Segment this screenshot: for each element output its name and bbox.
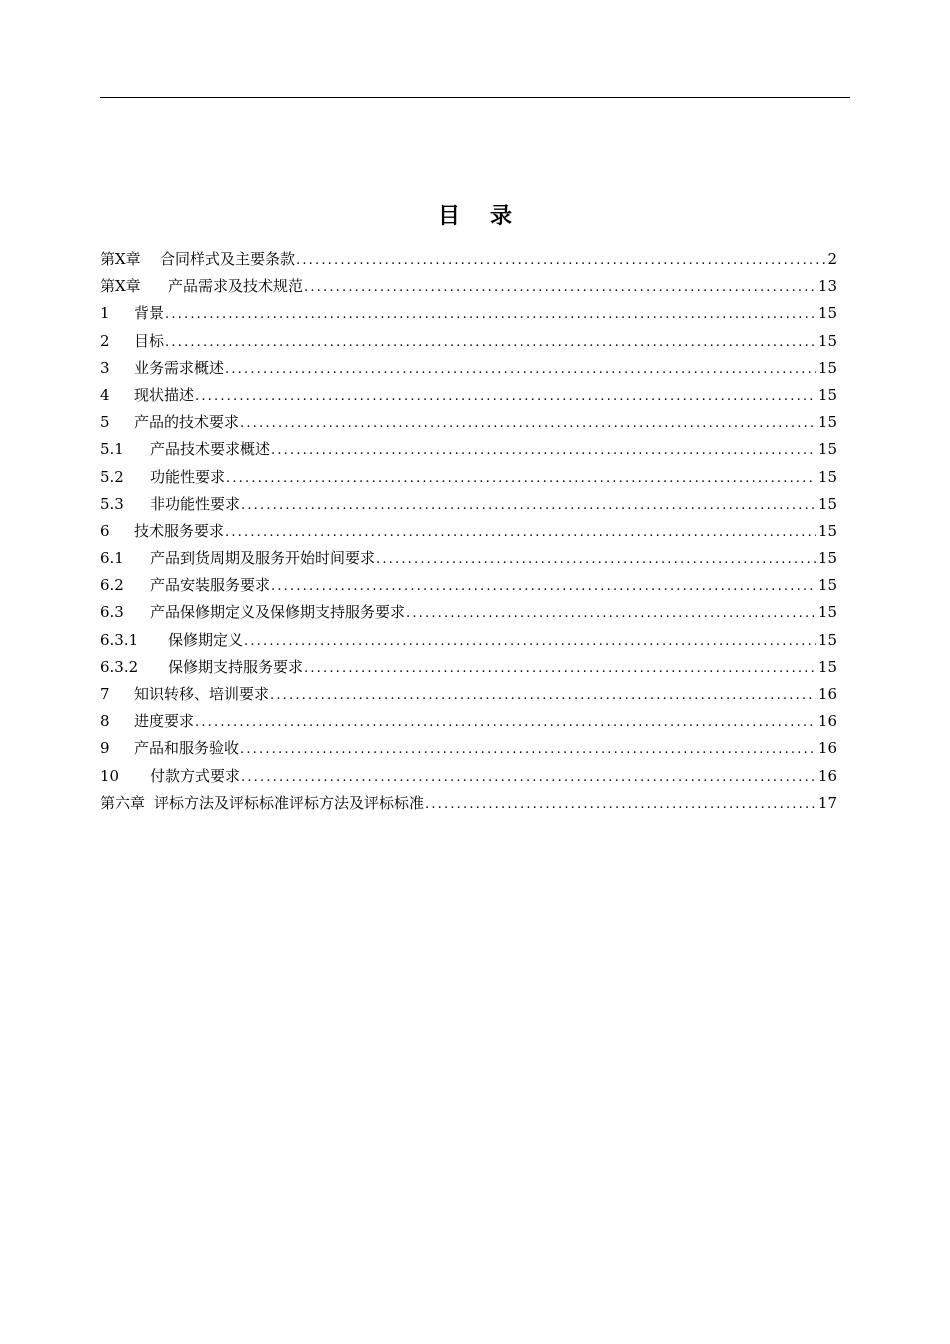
toc-entry[interactable] bbox=[100, 464, 837, 491]
toc-dot-leader bbox=[296, 247, 825, 274]
toc-entry[interactable] bbox=[100, 382, 837, 409]
toc-dot-leader bbox=[165, 301, 816, 328]
toc-entry-number: 第X章 bbox=[100, 250, 141, 268]
toc-entry-title: 进度要求 bbox=[134, 712, 195, 731]
toc-entry-number: 5 bbox=[100, 413, 110, 432]
toc-entry-page: 16 bbox=[817, 685, 837, 703]
toc-entry-title: 产品的技术要求 bbox=[134, 413, 240, 432]
toc-dot-leader bbox=[195, 709, 816, 736]
toc-entry[interactable] bbox=[100, 572, 837, 599]
toc-entry-title: 产品到货周期及服务开始时间要求 bbox=[150, 549, 376, 568]
toc-entry-page: 15 bbox=[817, 413, 837, 432]
toc-dot-leader bbox=[165, 329, 816, 356]
toc-entry-title: 技术服务要求 bbox=[134, 521, 225, 540]
toc-entry-title: 背景 bbox=[134, 304, 165, 323]
toc-dot-leader bbox=[376, 546, 816, 573]
toc-entry[interactable] bbox=[100, 627, 837, 654]
toc-entry-title: 业务需求概述 bbox=[134, 358, 225, 377]
toc-list bbox=[100, 246, 837, 817]
toc-entry[interactable] bbox=[100, 491, 837, 518]
toc-entry-page: 15 bbox=[817, 331, 837, 350]
toc-entry-number: 4 bbox=[100, 385, 110, 404]
toc-dot-leader bbox=[270, 682, 816, 709]
toc-entry-number: 6 bbox=[100, 521, 110, 540]
toc-entry[interactable] bbox=[100, 654, 837, 681]
toc-dot-leader bbox=[271, 573, 816, 600]
toc-dot-leader bbox=[195, 383, 816, 410]
toc-entry[interactable] bbox=[100, 735, 837, 762]
toc-entry-number: 10 bbox=[100, 766, 120, 785]
toc-entry-page: 17 bbox=[817, 793, 837, 812]
toc-entry[interactable] bbox=[100, 518, 837, 545]
toc-dot-leader bbox=[225, 356, 816, 383]
toc-entry-page: 13 bbox=[817, 277, 837, 296]
toc-entry[interactable] bbox=[100, 790, 837, 817]
toc-entry-title: 产品技术要求概述 bbox=[150, 440, 271, 459]
toc-entry-title: 产品需求及技术规范 bbox=[168, 277, 304, 296]
toc-entry[interactable] bbox=[100, 273, 837, 300]
toc-dot-leader bbox=[304, 274, 816, 301]
page-title-char-2: 录 bbox=[490, 204, 513, 229]
toc-entry[interactable] bbox=[100, 763, 837, 790]
toc-dot-leader bbox=[226, 465, 816, 492]
toc-entry-page: 16 bbox=[817, 766, 837, 785]
toc-entry[interactable] bbox=[100, 328, 837, 355]
header-rule bbox=[100, 97, 850, 98]
toc-entry[interactable] bbox=[100, 599, 837, 626]
toc-entry-page: 15 bbox=[817, 467, 837, 486]
toc-dot-leader bbox=[304, 655, 816, 682]
toc-entry-number: 6.3.1 bbox=[100, 630, 139, 649]
toc-entry[interactable] bbox=[100, 681, 837, 708]
toc-entry-number: 6.3.2 bbox=[100, 657, 139, 676]
toc-entry-title: 产品安装服务要求 bbox=[150, 576, 271, 595]
toc-entry-title: 知识转移、培训要求 bbox=[134, 685, 270, 703]
toc-entry-title: 保修期定义 bbox=[168, 630, 244, 649]
toc-entry-number: 1 bbox=[100, 304, 110, 323]
toc-entry[interactable] bbox=[100, 246, 837, 273]
toc-entry-page: 15 bbox=[817, 494, 837, 513]
toc-entry-title: 产品保修期定义及保修期支持服务要求 bbox=[150, 603, 406, 622]
toc-entry-title: 评标方法及评标标准评标方法及评标标准 bbox=[154, 793, 425, 812]
toc-entry-title: 付款方式要求 bbox=[150, 766, 241, 785]
toc-entry-title: 合同样式及主要条款 bbox=[160, 250, 296, 268]
toc-entry-number: 9 bbox=[100, 739, 110, 758]
toc-dot-leader bbox=[240, 736, 816, 763]
toc-dot-leader bbox=[225, 519, 816, 546]
toc-entry-title: 目标 bbox=[134, 331, 165, 350]
toc-entry-number: 5.2 bbox=[100, 467, 124, 486]
toc-dot-leader bbox=[240, 410, 816, 437]
toc-entry-page: 15 bbox=[817, 576, 837, 595]
toc-dot-leader bbox=[271, 437, 816, 464]
toc-dot-leader bbox=[244, 628, 816, 655]
toc-entry-page: 15 bbox=[817, 603, 837, 622]
toc-entry-title: 功能性要求 bbox=[150, 467, 226, 486]
toc-entry-number: 6.1 bbox=[100, 549, 124, 568]
toc-entry-number: 7 bbox=[100, 685, 110, 703]
toc-entry-page: 15 bbox=[817, 385, 837, 404]
toc-entry[interactable] bbox=[100, 355, 837, 382]
toc-entry[interactable] bbox=[100, 300, 837, 327]
toc-entry-number: 5.1 bbox=[100, 440, 124, 459]
page-title-char-1: 目 bbox=[437, 204, 460, 229]
toc-dot-leader bbox=[241, 492, 816, 519]
toc-entry-page: 16 bbox=[817, 739, 837, 758]
toc-entry-page: 15 bbox=[817, 440, 837, 459]
toc-entry[interactable] bbox=[100, 436, 837, 463]
toc-entry-number: 第六章 bbox=[100, 793, 146, 812]
toc-entry-number: 5.3 bbox=[100, 494, 124, 513]
toc-entry-page: 15 bbox=[817, 630, 837, 649]
toc-entry-number: 第X章 bbox=[100, 277, 141, 296]
toc-entry-number: 3 bbox=[100, 358, 110, 377]
toc-entry-page: 15 bbox=[817, 521, 837, 540]
toc-entry-page: 15 bbox=[817, 304, 837, 323]
toc-dot-leader bbox=[241, 764, 816, 791]
toc-entry-number: 8 bbox=[100, 712, 110, 731]
toc-entry-page: 15 bbox=[817, 657, 837, 676]
toc-entry-page: 16 bbox=[817, 712, 837, 731]
toc-entry-title: 现状描述 bbox=[134, 385, 195, 404]
toc-entry-title: 产品和服务验收 bbox=[134, 739, 240, 758]
toc-dot-leader bbox=[425, 791, 816, 818]
toc-entry-page: 15 bbox=[817, 358, 837, 377]
toc-entry-number: 2 bbox=[100, 331, 110, 350]
toc-entry-number: 6.3 bbox=[100, 603, 124, 622]
toc-entry[interactable] bbox=[100, 545, 837, 572]
toc-entry-page: 2 bbox=[827, 250, 837, 268]
page-title bbox=[100, 200, 850, 234]
toc-entry[interactable] bbox=[100, 708, 837, 735]
toc-entry-title: 非功能性要求 bbox=[150, 494, 241, 513]
toc-entry-page: 15 bbox=[817, 549, 837, 568]
toc-entry-title: 保修期支持服务要求 bbox=[168, 657, 304, 676]
toc-entry[interactable] bbox=[100, 409, 837, 436]
toc-dot-leader bbox=[406, 600, 816, 627]
toc-entry-number: 6.2 bbox=[100, 576, 124, 595]
